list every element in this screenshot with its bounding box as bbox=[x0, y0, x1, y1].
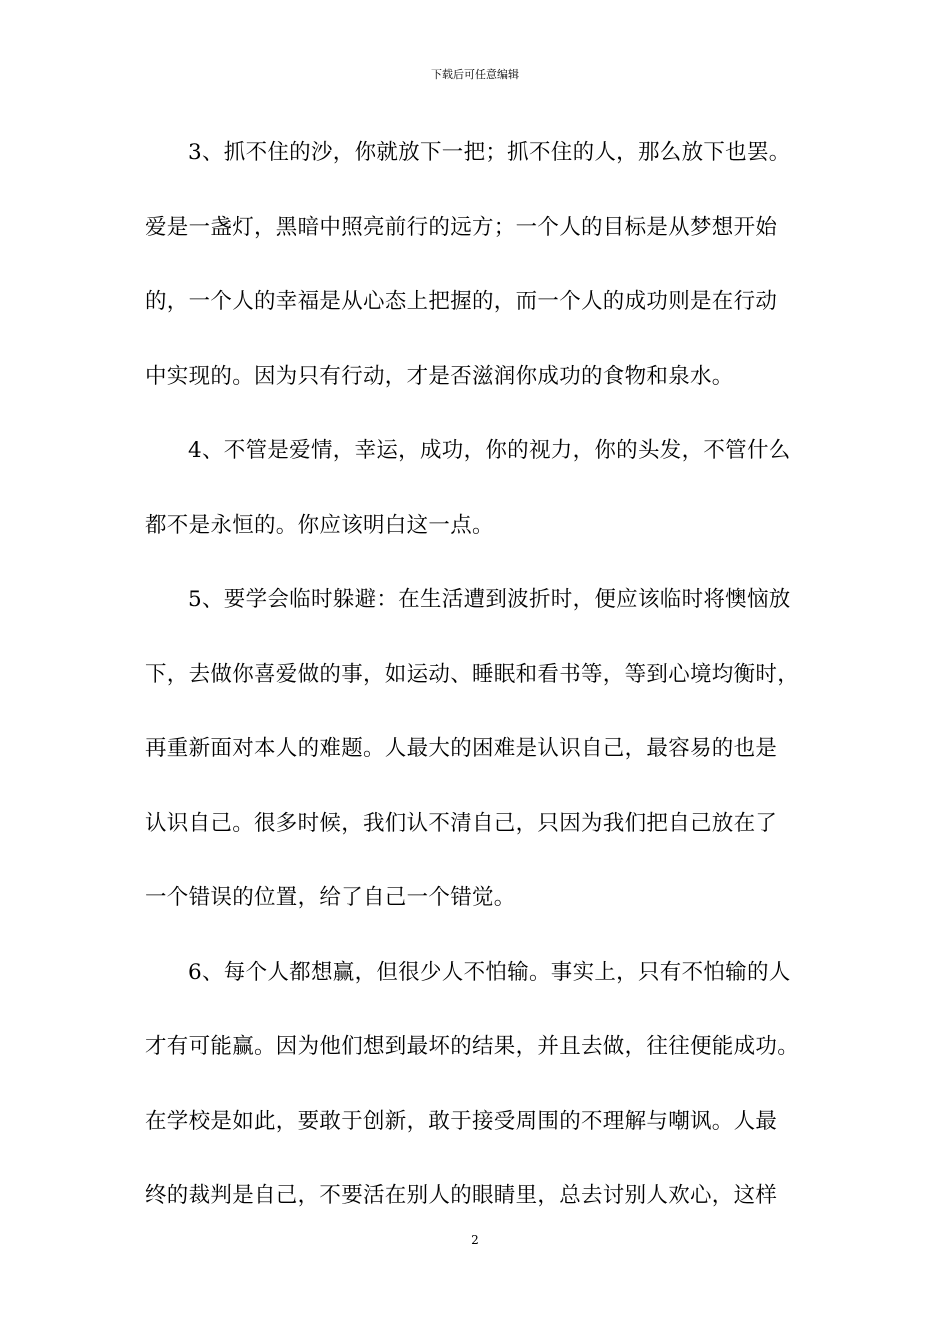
document-body bbox=[145, 125, 815, 1243]
text-line: 再重新面对本人的难题。人最大的困难是认识自己，最容易的也是 bbox=[145, 736, 778, 761]
text-line: 才有可能赢。因为他们想到最坏的结果，并且去做，往往便能成功。 bbox=[145, 1034, 800, 1059]
text-line: 认识自己。很多时候，我们认不清自己，只因为我们把自己放在了 bbox=[145, 810, 778, 836]
text-line: 中实现的。因为只有行动，才是否滋润你成功的食物和泉水。 bbox=[145, 363, 734, 389]
text-line: 在学校是如此，要敢于创新，敢于接受周围的不理解与嘲讽。人最 bbox=[145, 1108, 778, 1134]
page-number: 2 bbox=[471, 1233, 479, 1247]
text-line: 3、抓不住的沙，你就放下一把；抓不住的人，那么放下也罢。 bbox=[188, 140, 791, 165]
text-line: 的，一个人的幸福是从心态上把握的，而一个人的成功则是在行动 bbox=[145, 289, 778, 314]
text-line: 4、不管是爱情，幸运，成功，你的视力，你的头发，不管什么 bbox=[188, 438, 791, 463]
text-line: 6、每个人都想赢，但很少人不怕输。事实上，只有不怕输的人 bbox=[188, 959, 791, 985]
text-line: 终的裁判是自己，不要活在别人的眼睛里，总去讨别人欢心，这样 bbox=[145, 1183, 778, 1208]
page-header: 下载后可任意编辑 bbox=[431, 68, 519, 81]
text-line: 爱是一盏灯，黑暗中照亮前行的远方；一个人的目标是从梦想开始 bbox=[145, 214, 778, 240]
text-line: 下，去做你喜爱做的事，如运动、睡眠和看书等，等到心境均衡时， bbox=[145, 661, 800, 687]
text-line: 5、要学会临时躲避：在生活遭到波折时，便应该临时将懊恼放 bbox=[188, 587, 791, 612]
text-line: 一个错误的位置，给了自己一个错觉。 bbox=[145, 885, 516, 910]
text-line: 都不是永恒的。你应该明白这一点。 bbox=[145, 512, 494, 538]
